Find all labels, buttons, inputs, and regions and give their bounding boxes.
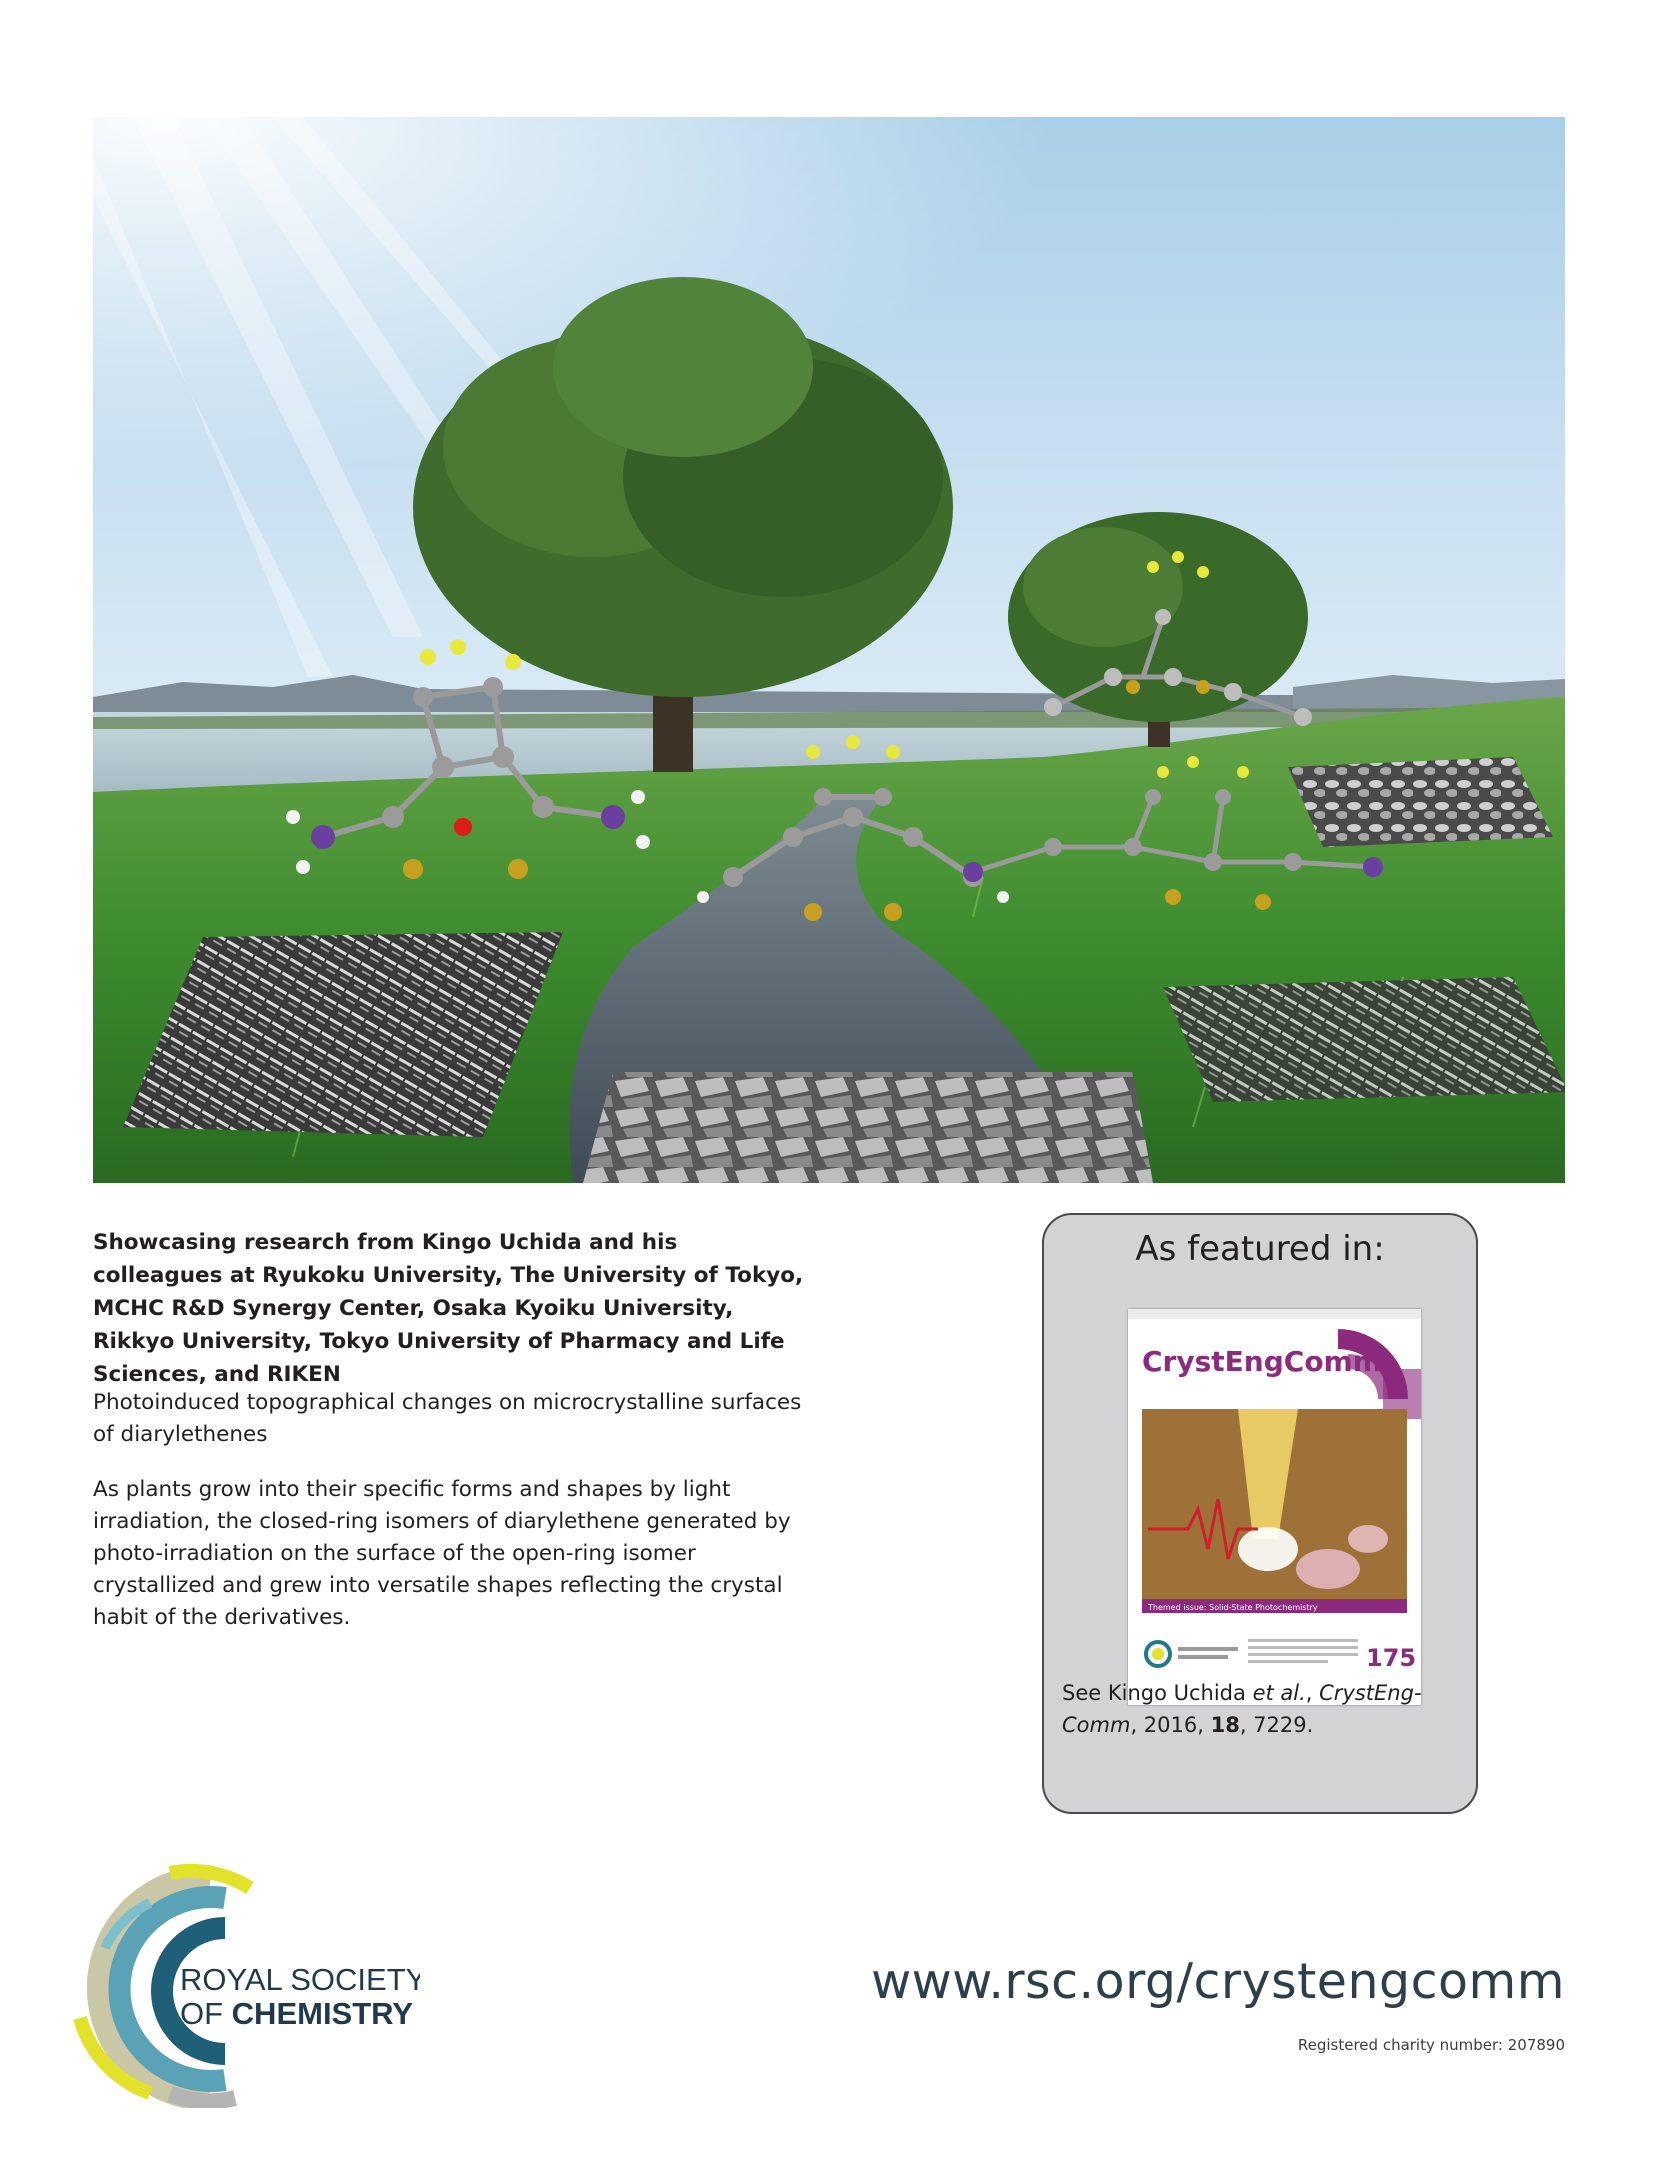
reference-separator: , bbox=[1305, 1681, 1320, 1705]
journal-url[interactable]: www.rsc.org/crystengcomm bbox=[871, 1953, 1565, 2010]
cover-theme: Themed issue: Solid-State Photochemistry bbox=[1148, 1603, 1318, 1612]
reference-journal: CrystEng-Comm bbox=[1062, 1681, 1422, 1737]
cover-artwork bbox=[93, 117, 1565, 1183]
featured-in-box bbox=[1042, 1213, 1478, 1814]
sem-image-bottom bbox=[583, 1072, 1153, 1183]
charity-number: Registered charity number: 207890 bbox=[1297, 2036, 1565, 2054]
rsc-logo bbox=[60, 1858, 420, 2108]
article-summary: As plants grow into their specific forms and shapes by light irradiation, the closed-ring isomers of diarylethene generated by photo-irradiation on the surface of the open-ring isomer crystallized and grew into versatile shapes reflecting the crystal habit of the derivatives. bbox=[93, 1477, 791, 1630]
journal-cover-thumbnail[interactable] bbox=[1128, 1309, 1421, 1705]
showcase-heading: Showcasing research from Kingo Uchida and his colleagues at Ryukoku University, The University of Tokyo, MCHC R&D Synergy Center, Osaka Kyoiku University, Rikkyo University, Tokyo University of Pharmacy and Life Sciences, and RIKEN bbox=[93, 1230, 804, 1387]
reference-etal: et al. bbox=[1252, 1681, 1306, 1705]
sem-image-far-right bbox=[1288, 757, 1553, 847]
journal-cover-art bbox=[1128, 1309, 1421, 1705]
rsc-logo-line2 bbox=[180, 1996, 413, 2031]
reference-volume: 18 bbox=[1210, 1713, 1240, 1737]
rsc-logo-line2-prefix: OF bbox=[180, 1996, 232, 2031]
featured-heading: As featured in: bbox=[1135, 1229, 1385, 1269]
reference-year: , 2016, bbox=[1130, 1713, 1211, 1737]
reference-page: , 7229. bbox=[1239, 1713, 1314, 1737]
rsc-logo-mark bbox=[60, 1858, 420, 2108]
cover-175-badge: 175 bbox=[1366, 1644, 1417, 1672]
reference-prefix: See Kingo Uchida bbox=[1062, 1681, 1253, 1705]
rsc-logo-line2-strong: CHEMISTRY bbox=[231, 1996, 414, 2031]
landscape-illustration bbox=[93, 117, 1565, 1183]
article-reference bbox=[1062, 1677, 1462, 1741]
cover-journal-name: CrystEngComm bbox=[1142, 1345, 1382, 1378]
sem-image-right bbox=[1163, 977, 1565, 1102]
rsc-logo-line1: ROYAL SOCIETY bbox=[180, 1962, 420, 1997]
article-title: Photoinduced topographical changes on microcrystalline surfaces of diarylethenes bbox=[93, 1390, 802, 1447]
